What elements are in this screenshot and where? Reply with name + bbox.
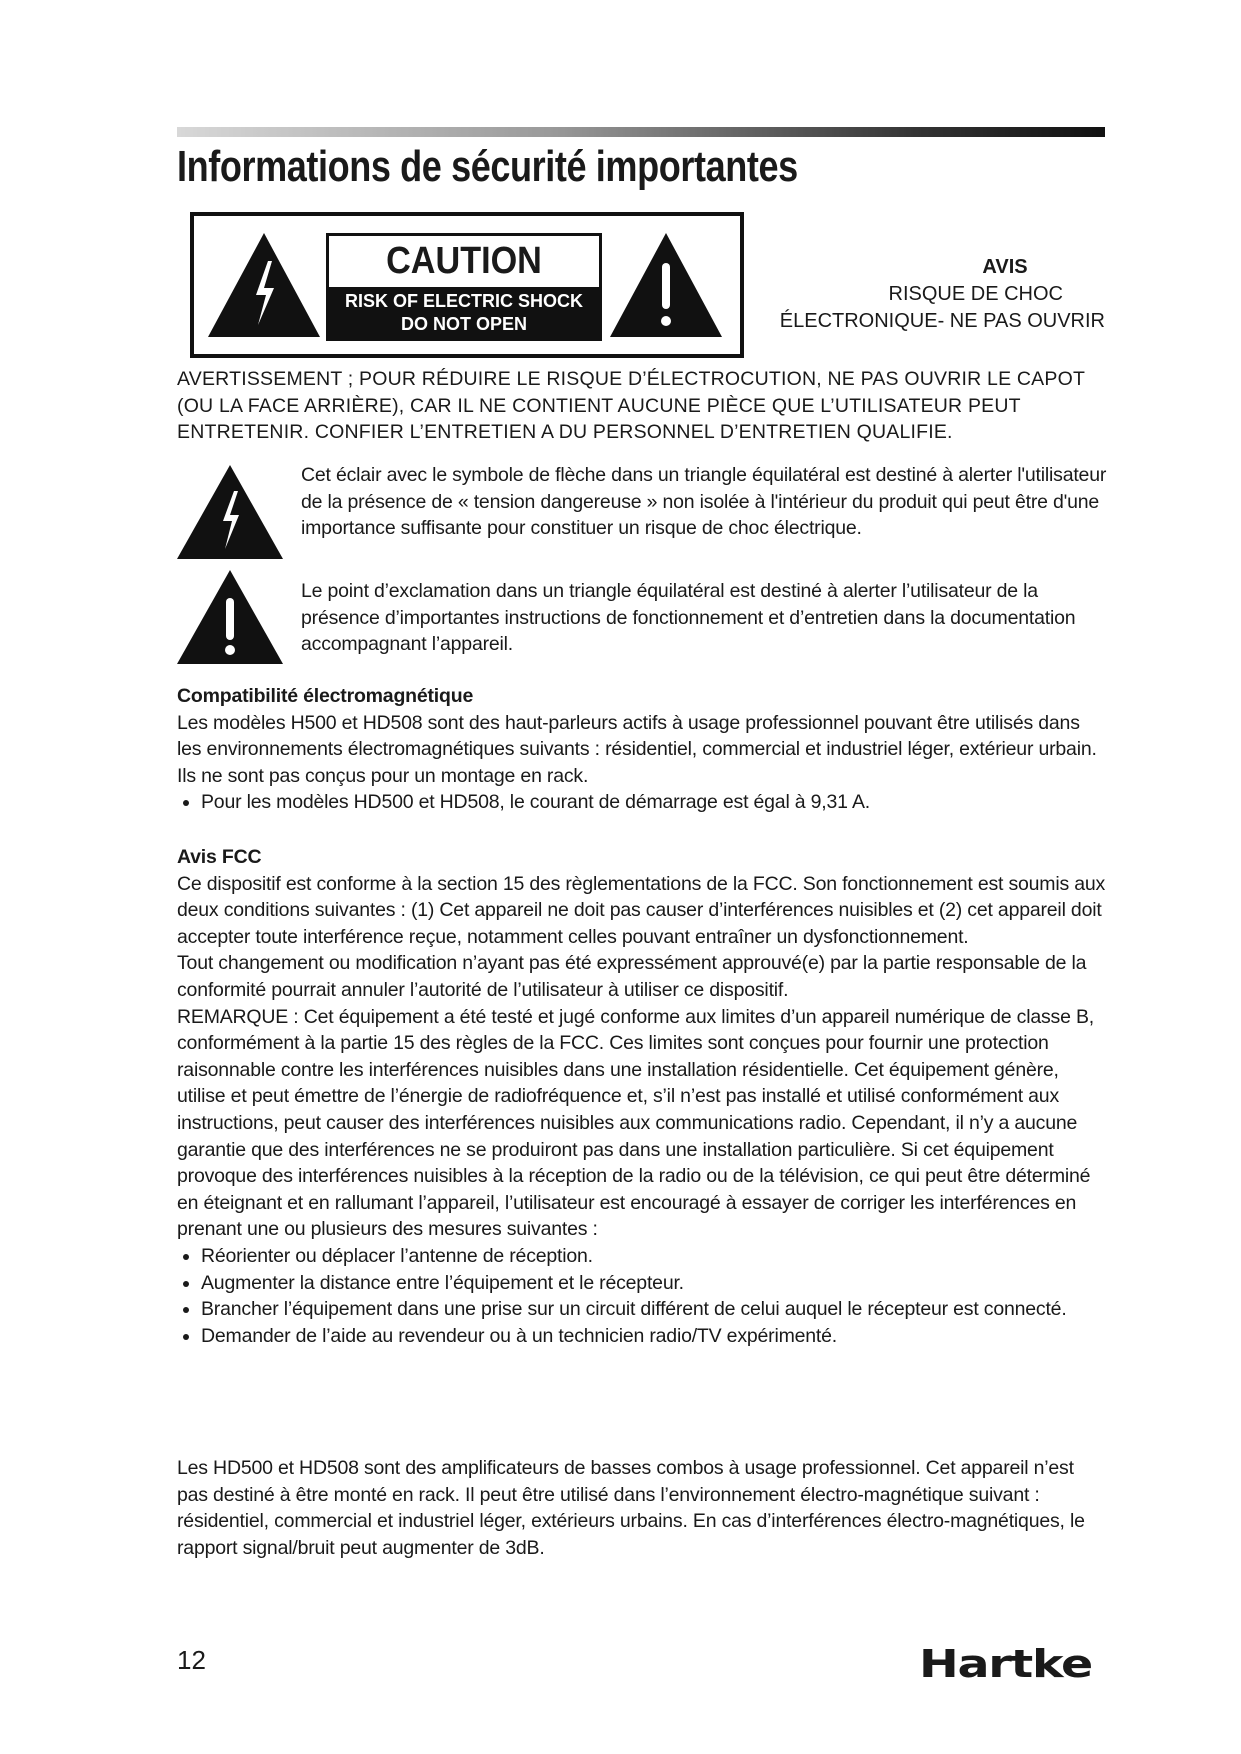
fcc-section xyxy=(177,844,1107,1349)
page-number: 12 xyxy=(177,1645,206,1675)
fcc-bullet: • Augmenter la distance entre l’équipement et le récepteur. xyxy=(201,1270,1107,1297)
avis-line-1: RISQUE DE CHOC xyxy=(888,283,1063,305)
fcc-bullet: • Demander de l’aide au revendeur ou à un technicien radio/TV expérimenté. xyxy=(201,1323,1107,1350)
caution-label xyxy=(190,212,744,358)
avis-line-2: ÉLECTRONIQUE- NE PAS OUVRIR xyxy=(779,310,1105,332)
lightning-symbol-text: Cet éclair avec le symbole de flèche dans un triangle équilatéral est destiné à alerter l'utilisateur de la présence de « tension dangereuse » non isolée à l'intérieur du produit qui peut être d'une importance suffisante pour constituer un risque de choc électrique. xyxy=(301,464,1107,540)
warning-text: AVERTISSEMENT ; POUR RÉDUIRE LE RISQUE D’ÉLECTROCUTION, NE PAS OUVRIR LE CAPOT (OU LA FACE ARRIÈRE), CAR IL NE CONTIENT AUCUNE PIÈCE QUE L’UTILISATEUR PEUT ENTRETENIR. CONFIER L’ENTRETIEN A DU PERSONNEL D’ENTRETIEN QUALIFIE. xyxy=(177,368,1085,444)
caution-line-1: RISK OF ELECTRIC SHOCK xyxy=(344,291,583,311)
emc-text: Les modèles H500 et HD508 sont des haut-parleurs actifs à usage professionnel pouvant être utilisés dans les environnements électromagnétiques suivants : résidentiel, commercial et industriel léger, extérieur urbain. Ils ne sont pas conçus pour un montage en rack. xyxy=(177,711,1097,787)
avis-heading: AVIS xyxy=(982,256,1028,278)
hartke-logo: Hartke xyxy=(919,1642,1092,1686)
emc-section xyxy=(177,683,1107,816)
emc-bullet: • Pour les modèles HD500 et HD508, le courant de démarrage est égal à 9,31 A. xyxy=(201,789,1107,816)
exclamation-triangle-icon xyxy=(177,570,283,664)
lightning-triangle-icon xyxy=(177,465,283,559)
final-paragraph: Les HD500 et HD508 sont des amplificateurs de basses combos à usage professionnel. Cet appareil n’est pas destiné à être monté en rack. Il peut être utilisé dans l’environnement électro-magnétique suivant : résidentiel, commercial et industriel léger, extérieurs urbains. En cas d’interférences électro-magnétiques, le rapport signal/bruit peut augmenter de 3dB. xyxy=(177,1457,1085,1559)
fcc-heading: Avis FCC xyxy=(177,846,262,868)
exclamation-triangle-icon xyxy=(610,233,722,337)
lightning-triangle-icon xyxy=(208,233,320,337)
page-title: Informations de sécurité importantes xyxy=(177,142,798,191)
emc-heading: Compatibilité électromagnétique xyxy=(177,685,474,707)
fcc-paragraph-3: REMARQUE : Cet équipement a été testé et jugé conforme aux limites d’un appareil numérique de classe B, conformément à la partie 15 des règles de la FCC. Ces limites sont conçues pour fournir une protection raisonnable contre les interférences nuisibles dans une installation résidentielle. Cet équipement génère, utilise et peut émettre de l’énergie de radiofréquence et, s’il n’est pas installé et utilisé conformément aux instructions, peut causer des interférences nuisibles aux communications radio. Cependant, il n’y a aucune garantie que des interférences ne se produiront pas dans une installation particulière. Si cet équipement provoque des interférences nuisibles à la réception de la radio ou de la télévision, ce qui peut être déterminé en éteignant et en rallumant l’appareil, l’utilisateur est encouragé à essayer de corriger les interférences en prenant une ou plusieurs des mesures suivantes : xyxy=(177,1005,1094,1241)
caution-line-2: DO NOT OPEN xyxy=(400,314,527,334)
fcc-bullet: • Réorienter ou déplacer l’antenne de réception. xyxy=(201,1243,1107,1270)
fcc-paragraph-2: Tout changement ou modification n’ayant pas été expressément approuvé(e) par la partie responsable de la conformité pourrait annuler l’autorité de l’utilisateur à utiliser ce dispositif. xyxy=(177,952,1087,1001)
header-rule xyxy=(177,127,1105,137)
exclamation-symbol-text: Le point d’exclamation dans un triangle équilatéral est destiné à alerter l’utilisateur de la présence d’importantes instructions de fonctionnement et d’entretien dans la documentation accompagnant l’appareil. xyxy=(301,580,1076,656)
fcc-paragraph-1: Ce dispositif est conforme à la section 15 des règlementations de la FCC. Son fonctionnement est soumis aux deux conditions suivantes : (1) Cet appareil ne doit pas causer d’interférences nuisibles et (2) cet appareil doit accepter toute interférence reçue, notamment celles pouvant entraîner un dysfonctionnement. xyxy=(177,872,1106,948)
avis-notice xyxy=(760,254,1105,335)
caution-heading: CAUTION xyxy=(386,240,542,282)
fcc-bullet: • Brancher l’équipement dans une prise sur un circuit différent de celui auquel le récepteur est connecté. xyxy=(201,1296,1107,1323)
